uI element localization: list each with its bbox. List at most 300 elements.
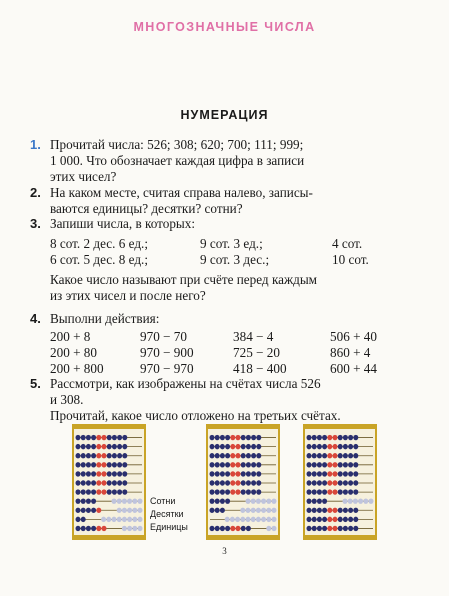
abacus-bead — [251, 517, 256, 522]
abacus-bead — [86, 435, 91, 440]
abacus-bead — [117, 517, 122, 522]
abacus-bead — [312, 517, 317, 522]
abacus-bead — [256, 508, 261, 513]
abacus-bead — [333, 489, 338, 494]
abacus-bead — [317, 508, 322, 513]
abacus-bead — [117, 498, 122, 503]
abacus-3 — [303, 424, 377, 540]
abacus-bead — [220, 508, 225, 513]
abacus-bead — [348, 498, 353, 503]
abacus-bead — [317, 489, 322, 494]
abacus-bead — [122, 462, 127, 467]
abacus-bead — [241, 435, 246, 440]
abacus-bead — [236, 489, 241, 494]
abacus-bead — [220, 526, 225, 531]
task-3-cell: 6 сот. 5 дес. 8 ед.; — [50, 252, 148, 267]
abacus-bead — [102, 435, 107, 440]
abacus-bead — [235, 517, 240, 522]
abacus-bead — [338, 508, 343, 513]
abacus-1 — [72, 424, 146, 540]
abacus-bead — [312, 508, 317, 513]
abacus-bead — [81, 526, 86, 531]
abacus-bead — [215, 471, 220, 476]
abacus-bead — [241, 444, 246, 449]
abacus-bead — [312, 480, 317, 485]
abacus-bead — [96, 471, 101, 476]
abacus-bead — [86, 453, 91, 458]
abacus-bead — [210, 462, 215, 467]
abacus-bead — [210, 508, 215, 513]
abacus-frame-top — [303, 424, 377, 429]
abacus-bead — [312, 444, 317, 449]
abacus-bead — [322, 489, 327, 494]
abacus-bead — [86, 526, 91, 531]
abacus-bead — [127, 498, 132, 503]
abacus-bead — [112, 480, 117, 485]
abacus-bead — [322, 526, 327, 531]
task-4-cell: 506 + 40 — [330, 329, 377, 344]
abacus-bead — [256, 462, 261, 467]
abacus-bead — [348, 444, 353, 449]
abacus-bead — [76, 453, 81, 458]
task-3-number: 3. — [30, 216, 41, 231]
abacus-bead — [210, 498, 215, 503]
abacus-bead — [348, 489, 353, 494]
abacus-bead — [251, 471, 256, 476]
abacus-bead — [215, 498, 220, 503]
abacus-bead — [96, 435, 101, 440]
abacus-bead — [215, 453, 220, 458]
abacus-bead — [261, 498, 266, 503]
abacus-bead — [138, 498, 143, 503]
abacus-bead — [338, 444, 343, 449]
abacus-bead — [307, 498, 312, 503]
abacus-bead — [220, 453, 225, 458]
abacus-bead — [81, 508, 86, 513]
abacus-bead — [225, 453, 230, 458]
abacus-bead — [251, 498, 256, 503]
abacus-bead — [96, 508, 101, 513]
abacus-bead — [343, 462, 348, 467]
abacus-bead — [241, 526, 246, 531]
abacus-bead — [230, 435, 235, 440]
abacus-bead — [236, 480, 241, 485]
abacus-label-tens: Десятки — [150, 509, 184, 519]
abacus-bead — [122, 444, 127, 449]
abacus-bead — [215, 444, 220, 449]
abacus-bead — [241, 453, 246, 458]
abacus-bead — [117, 444, 122, 449]
abacus-bead — [86, 489, 91, 494]
abacus-bead — [210, 435, 215, 440]
abacus-bead — [102, 462, 107, 467]
abacus-bead — [102, 471, 107, 476]
task-5-number: 5. — [30, 376, 41, 391]
abacus-bead — [76, 508, 81, 513]
abacus-bead — [307, 517, 312, 522]
abacus-bead — [236, 471, 241, 476]
abacus-bead — [246, 453, 251, 458]
abacus-bead — [122, 526, 127, 531]
abacus-bead — [240, 517, 245, 522]
task-4-cell: 860 + 4 — [330, 345, 371, 360]
abacus-bead — [225, 517, 230, 522]
abacus-bead — [122, 453, 127, 458]
abacus-bead — [117, 480, 122, 485]
abacus-bead — [112, 435, 117, 440]
task-2-number: 2. — [30, 185, 41, 200]
abacus-bead — [81, 444, 86, 449]
abacus-bead — [132, 498, 137, 503]
abacus-bead — [348, 453, 353, 458]
abacus-bead — [348, 462, 353, 467]
abacus-bead — [81, 480, 86, 485]
abacus-bead — [266, 517, 271, 522]
task-4-cell: 200 + 80 — [50, 345, 97, 360]
abacus-bead — [230, 517, 235, 522]
abacus-bead — [138, 517, 143, 522]
task-3-after-line-1: Какое число называют при счёте перед каждым — [50, 272, 318, 287]
abacus-bead — [246, 462, 251, 467]
abacus-bead — [122, 498, 127, 503]
abacus-bead — [122, 435, 127, 440]
abacus-bead — [333, 517, 338, 522]
abacus-bead — [343, 480, 348, 485]
abacus-bead — [353, 517, 358, 522]
abacus-bead — [343, 444, 348, 449]
abacus-bead — [322, 435, 327, 440]
abacus-bead — [353, 435, 358, 440]
abacus-bead — [256, 489, 261, 494]
abacus-bead — [256, 444, 261, 449]
abacus-bead — [76, 489, 81, 494]
abacus-bead — [246, 526, 251, 531]
abacus-bead — [256, 435, 261, 440]
abacus-bead — [107, 489, 112, 494]
abacus-bead — [132, 508, 137, 513]
abacus-bead — [76, 526, 81, 531]
abacus-frame-top — [72, 424, 146, 429]
abacus-bead — [307, 480, 312, 485]
abacus-bead — [81, 498, 86, 503]
abacus-bead — [266, 526, 271, 531]
abacus-bead — [91, 453, 96, 458]
abacus-bead — [317, 526, 322, 531]
abacus-bead — [112, 498, 117, 503]
abacus-bead — [122, 489, 127, 494]
abacus-bead — [317, 480, 322, 485]
abacus-bead — [246, 435, 251, 440]
abacus-frame-bottom — [206, 535, 280, 540]
page-number: 3 — [222, 546, 227, 556]
abacus-bead — [81, 435, 86, 440]
abacus-bead — [312, 498, 317, 503]
abacus-bead — [230, 480, 235, 485]
abacus-bead — [236, 435, 241, 440]
abacus-bead — [272, 508, 277, 513]
abacus-bead — [246, 508, 251, 513]
abacus-bead — [338, 471, 343, 476]
abacus-bead — [91, 480, 96, 485]
abacus-bead — [91, 526, 96, 531]
abacus-bead — [317, 453, 322, 458]
abacus-bead — [220, 489, 225, 494]
abacus-bead — [81, 517, 86, 522]
task-1-line-3: этих чисел? — [50, 169, 117, 184]
task-5-line-1: Рассмотри, как изображены на счётах числа 526 — [50, 376, 321, 391]
abacus-bead — [266, 498, 271, 503]
abacus-bead — [246, 480, 251, 485]
abacus-bead — [338, 526, 343, 531]
abacus-bead — [230, 462, 235, 467]
abacus-bead — [112, 471, 117, 476]
task-3-cell: 10 сот. — [332, 252, 369, 267]
abacus-bead — [343, 498, 348, 503]
abacus-bead — [96, 453, 101, 458]
abacus-bead — [236, 526, 241, 531]
abacus-bead — [353, 444, 358, 449]
task-3-cell: 9 сот. 3 ед.; — [200, 236, 263, 251]
abacus-bead — [112, 462, 117, 467]
abacus-bead — [312, 526, 317, 531]
task-3-cell: 8 сот. 2 дес. 6 ед.; — [50, 236, 148, 251]
abacus-bead — [102, 444, 107, 449]
abacus-frame-top — [206, 424, 280, 429]
abacus-bead — [122, 508, 127, 513]
abacus-bead — [236, 462, 241, 467]
abacus-bead — [107, 453, 112, 458]
task-4-cell: 200 + 800 — [50, 361, 104, 376]
task-4-cell: 384 − 4 — [233, 329, 274, 344]
abacus-bead — [215, 508, 220, 513]
abacus-bead — [307, 508, 312, 513]
abacus-bead — [122, 480, 127, 485]
abacus-bead — [81, 471, 86, 476]
abacus-bead — [327, 462, 332, 467]
abacus-bead — [81, 453, 86, 458]
abacus-bead — [317, 462, 322, 467]
task-3-cell: 9 сот. 3 дес.; — [200, 252, 270, 267]
abacus-bead — [102, 453, 107, 458]
abacus-bead — [353, 526, 358, 531]
abacus-bead — [348, 508, 353, 513]
abacus-bead — [251, 444, 256, 449]
abacus-bead — [246, 517, 251, 522]
abacus-bead — [343, 471, 348, 476]
abacus-bead — [338, 462, 343, 467]
abacus-bead — [333, 444, 338, 449]
abacus-bead — [307, 489, 312, 494]
abacus-bead — [343, 435, 348, 440]
abacus-bead — [215, 480, 220, 485]
abacus-bead — [256, 480, 261, 485]
abacus-bead — [241, 489, 246, 494]
abacus-bead — [369, 498, 374, 503]
abacus-bead — [312, 435, 317, 440]
abacus-bead — [96, 462, 101, 467]
abacus-bead — [112, 489, 117, 494]
abacus-bead — [307, 462, 312, 467]
task-5-line-2: и 308. — [50, 392, 84, 407]
abacus-bead — [91, 471, 96, 476]
abacus-bead — [322, 480, 327, 485]
abacus-bead — [353, 489, 358, 494]
abacus-bead — [327, 508, 332, 513]
abacus-2 — [206, 424, 280, 540]
abacus-bead — [76, 435, 81, 440]
abacus-bead — [322, 508, 327, 513]
abacus-bead — [327, 480, 332, 485]
abacus-bead — [353, 453, 358, 458]
abacus-bead — [220, 462, 225, 467]
abacus-bead — [102, 489, 107, 494]
abacus-bead — [256, 453, 261, 458]
abacus-frame-bottom — [303, 535, 377, 540]
abacus-bead — [112, 444, 117, 449]
abacus-bead — [251, 508, 256, 513]
task-4-cell: 725 − 20 — [233, 345, 280, 360]
abacus-bead — [327, 489, 332, 494]
abacus-bead — [307, 526, 312, 531]
abacus-bead — [220, 471, 225, 476]
abacus-bead — [86, 508, 91, 513]
abacus-bead — [241, 480, 246, 485]
abacus-bead — [333, 435, 338, 440]
abacus-bead — [358, 498, 363, 503]
abacus-bead — [236, 444, 241, 449]
abacus-frame-bottom — [72, 535, 146, 540]
task-2-line-1: На каком месте, считая справа налево, записы- — [50, 185, 313, 200]
abacus-bead — [251, 462, 256, 467]
abacus-bead — [76, 462, 81, 467]
abacus-bead — [230, 526, 235, 531]
abacus-bead — [138, 508, 143, 513]
abacus-bead — [210, 453, 215, 458]
abacus-bead — [327, 526, 332, 531]
abacus-bead — [220, 435, 225, 440]
abacus-bead — [96, 480, 101, 485]
task-5-after-line-1: Прочитай, какое число отложено на третьих счётах. — [50, 408, 341, 423]
abacus-bead — [210, 480, 215, 485]
abacus-bead — [215, 489, 220, 494]
abacus-bead — [241, 471, 246, 476]
abacus-bead — [132, 517, 137, 522]
abacus-bead — [353, 480, 358, 485]
abacus-bead — [107, 444, 112, 449]
abacus-bead — [102, 480, 107, 485]
abacus-bead — [272, 526, 277, 531]
abacus-bead — [127, 526, 132, 531]
abacus-label-units: Единицы — [150, 522, 188, 532]
abacus-bead — [312, 453, 317, 458]
abacus-bead — [220, 498, 225, 503]
abacus-bead — [91, 444, 96, 449]
abacus-bead — [210, 444, 215, 449]
abacus-bead — [215, 435, 220, 440]
abacus-bead — [322, 471, 327, 476]
abacus-bead — [272, 517, 277, 522]
abacus-bead — [353, 462, 358, 467]
abacus-bead — [220, 480, 225, 485]
abacus-bead — [256, 471, 261, 476]
abacus-bead — [127, 517, 132, 522]
abacus-bead — [106, 517, 111, 522]
abacus-bead — [246, 489, 251, 494]
abacus-bead — [251, 435, 256, 440]
abacus-bead — [322, 498, 327, 503]
abacus-bead — [107, 435, 112, 440]
abacus-bead — [317, 435, 322, 440]
abacus-bead — [333, 526, 338, 531]
abacus-bead — [348, 517, 353, 522]
abacus-bead — [91, 508, 96, 513]
abacus-bead — [117, 471, 122, 476]
abacus-bead — [76, 498, 81, 503]
task-4-cell: 970 − 970 — [140, 361, 194, 376]
task-1-line-2: 1 000. Что обозначает каждая цифра в записи — [50, 153, 305, 168]
abacus-bead — [230, 471, 235, 476]
abacus-bead — [327, 517, 332, 522]
abacus-bead — [343, 526, 348, 531]
abacus-bead — [266, 508, 271, 513]
abacus-bead — [225, 498, 230, 503]
abacus-bead — [322, 444, 327, 449]
abacus-bead — [102, 526, 107, 531]
abacus-bead — [317, 471, 322, 476]
abacus-bead — [210, 489, 215, 494]
abacus-bead — [312, 462, 317, 467]
abacus-bead — [230, 489, 235, 494]
abacus-bead — [96, 489, 101, 494]
abacus-bead — [86, 480, 91, 485]
abacus-bead — [127, 508, 132, 513]
abacus-bead — [307, 444, 312, 449]
abacus-bead — [353, 471, 358, 476]
abacus-bead — [240, 508, 245, 513]
abacus-bead — [225, 489, 230, 494]
abacus-bead — [112, 517, 117, 522]
abacus-bead — [210, 526, 215, 531]
abacus-bead — [246, 498, 251, 503]
abacus-bead — [317, 517, 322, 522]
abacus-bead — [117, 489, 122, 494]
task-4-cell: 970 − 70 — [140, 329, 187, 344]
abacus-bead — [327, 444, 332, 449]
abacus-bead — [246, 444, 251, 449]
abacus-bead — [86, 444, 91, 449]
task-4-cell: 418 − 400 — [233, 361, 287, 376]
abacus-bead — [322, 462, 327, 467]
abacus-bead — [251, 489, 256, 494]
abacus-bead — [96, 444, 101, 449]
abacus-bead — [343, 517, 348, 522]
abacus-bead — [76, 471, 81, 476]
abacus-bead — [261, 517, 266, 522]
abacus-bead — [333, 462, 338, 467]
abacus-bead — [107, 480, 112, 485]
abacus-bead — [101, 517, 106, 522]
task-1-number: 1. — [30, 137, 41, 152]
abacus-bead — [76, 517, 81, 522]
abacus-bead — [338, 453, 343, 458]
abacus-bead — [338, 435, 343, 440]
abacus-bead — [327, 435, 332, 440]
abacus-bead — [317, 498, 322, 503]
abacus-bead — [353, 508, 358, 513]
abacus-bead — [256, 498, 261, 503]
abacus-bead — [225, 526, 230, 531]
abacus-bead — [86, 462, 91, 467]
